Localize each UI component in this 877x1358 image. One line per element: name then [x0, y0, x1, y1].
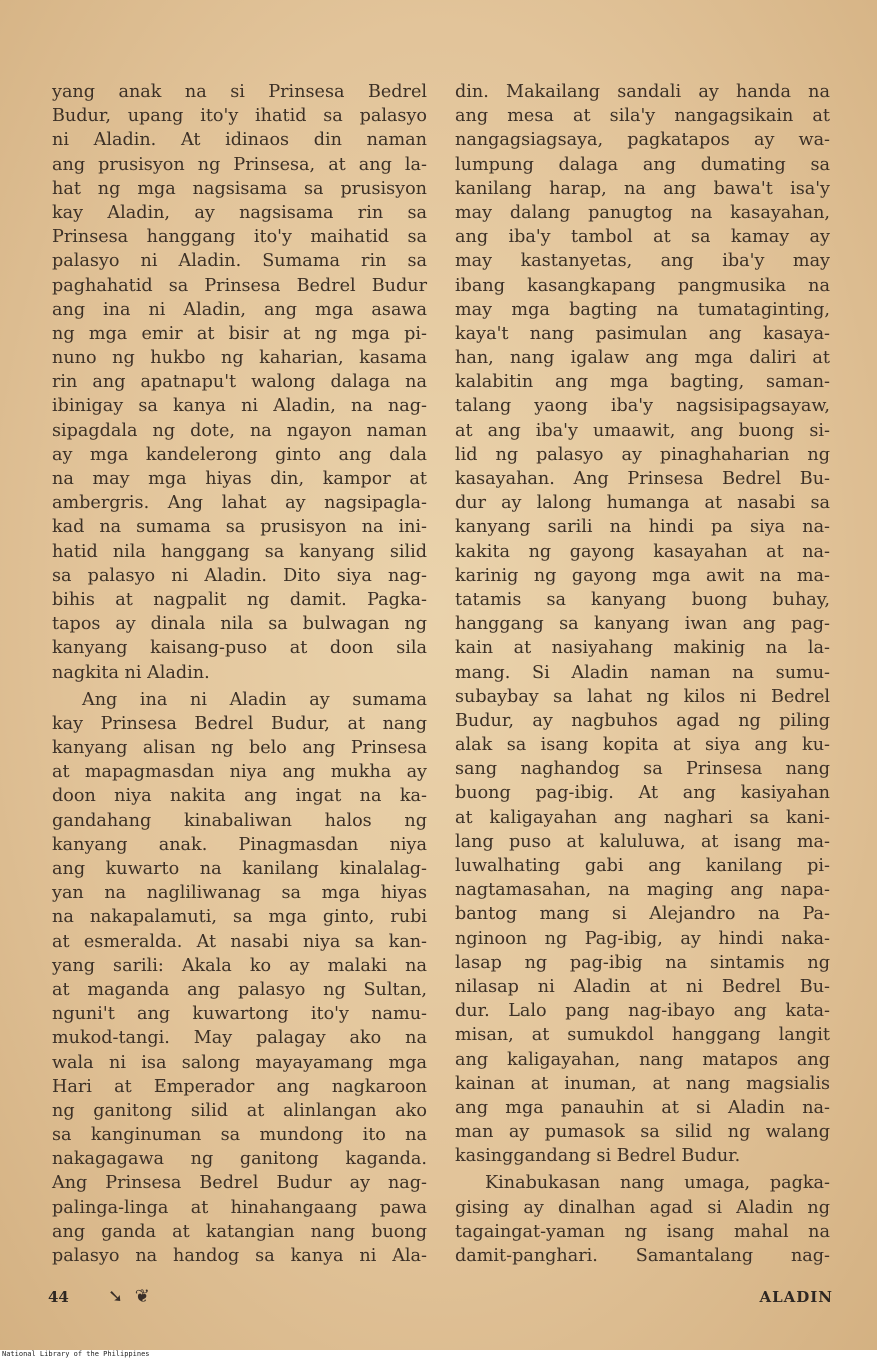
text-line: wala ni isa salong mayayamang mga — [52, 1052, 427, 1073]
text-line: palasyo ni Aladin. Sumama rin sa — [52, 251, 427, 272]
library-credit: National Library of the Philippines — [2, 1350, 150, 1358]
text-line: gising ay dinalhan agad si Aladin ng — [455, 1197, 830, 1218]
text-line: bihis at nagpalit ng damit. Pagka- — [52, 589, 427, 610]
text-line: kasayahan. Ang Prinsesa Bedrel Bu- — [455, 469, 830, 489]
text-line: Budur, ay nagbuhos agad ng piling — [455, 710, 830, 731]
text-line: at esmeralda. At nasabi niya sa kan- — [52, 931, 427, 952]
text-line: ang ganda at katangian nang buong — [52, 1221, 427, 1242]
text-line: nagtamasahan, na maging ang napa- — [455, 880, 830, 901]
text-line: nangagsiagsaya, pagkatapos ay wa- — [455, 130, 830, 151]
text-line: ni Aladin. At idinaos din naman — [52, 130, 427, 151]
text-line: na may mga hiyas din, kampor at — [52, 469, 427, 489]
text-line: ibang kasangkapang pangmusika na — [455, 275, 830, 296]
text-line: karinig ng gayong mga awit na ma- — [455, 565, 830, 586]
text-line: palinga-linga at hinahangaang pawa — [52, 1197, 427, 1218]
text-line: nguni't ang kuwartong ito'y namu- — [52, 1004, 427, 1025]
text-line: talang yaong iba'y nagsisipagsayaw, — [455, 396, 830, 417]
text-line: dur ay lalong humanga at nasabi sa — [455, 493, 830, 514]
text-line: kad na sumama sa prusisyon na ini- — [52, 517, 427, 538]
left-text-column — [52, 80, 427, 1268]
text-line: kanyang anak. Pinagmasdan niya — [52, 834, 427, 855]
paragraph — [455, 1171, 830, 1268]
text-line: kanyang sarili na hindi pa siya na- — [455, 517, 830, 538]
text-line: ibinigay sa kanya ni Aladin, na nag- — [52, 396, 427, 417]
text-line: tatamis sa kanyang buong buhay, — [455, 589, 830, 610]
text-line: han, nang igalaw ang mga daliri at — [455, 348, 830, 369]
text-line: mang. Si Aladin naman na sumu- — [455, 662, 830, 683]
text-line: rin ang apatnapu't walong dalaga na — [52, 372, 427, 393]
text-line: palasyo na handog sa kanya ni Ala- — [52, 1246, 427, 1266]
text-line: damit-panghari. Samantalang nag- — [455, 1246, 830, 1266]
page-number: 44 — [48, 1288, 69, 1306]
text-line: ng ganitong silid at alinlangan ako — [52, 1100, 427, 1121]
ornament-icon: ➘ ❦ — [108, 1286, 153, 1307]
text-line: hanggang sa kanyang iwan ang pag- — [455, 614, 830, 635]
text-line: mukod-tangi. May palagay ako na — [52, 1028, 427, 1049]
text-line: bantog mang si Alejandro na Pa- — [455, 904, 830, 925]
text-line: ang prusisyon ng Prinsesa, at ang la- — [52, 154, 427, 175]
text-line: doon niya nakita ang ingat na ka- — [52, 786, 427, 807]
paragraph — [52, 80, 427, 685]
text-line: kasinggandang si Bedrel Budur. — [455, 1146, 741, 1167]
text-line: din. Makailang sandali ay handa na — [455, 82, 830, 102]
text-line: lumpung dalaga ang dumating sa — [455, 154, 830, 175]
text-line: paghahatid sa Prinsesa Bedrel Budur — [52, 275, 427, 296]
text-line: ang kaligayahan, nang matapos ang — [455, 1049, 830, 1070]
text-line: na nakapalamuti, sa mga ginto, rubi — [52, 907, 427, 928]
right-text-column — [455, 80, 830, 1268]
text-line: may kastanyetas, ang iba'y may — [455, 251, 830, 272]
text-line: Ang Prinsesa Bedrel Budur ay nag- — [52, 1173, 427, 1194]
text-line: kakita ng gayong kasayahan at na- — [455, 541, 830, 562]
text-line: alak sa isang kopita at siya ang ku- — [455, 735, 830, 756]
text-line: kain at nasiyahang makinig na la- — [455, 638, 830, 659]
text-line: at mapagmasdan niya ang mukha ay — [52, 762, 427, 783]
text-line: lang puso at kaluluwa, at isang ma- — [455, 831, 830, 852]
text-line: dur. Lalo pang nag-ibayo ang kata- — [455, 1001, 830, 1022]
text-line: tapos ay dinala nila sa bulwagan ng — [52, 614, 427, 635]
paragraph — [455, 80, 830, 1168]
text-line: may dalang panugtog na kasayahan, — [455, 202, 830, 223]
text-line: ang kuwarto na kanilang kinalalag- — [52, 859, 427, 879]
text-line: ng mga emir at bisir at ng mga pi- — [52, 323, 427, 344]
text-line: lid ng palasyo ay pinaghaharian ng — [455, 444, 830, 465]
text-line: at ang iba'y umaawit, ang buong si- — [455, 420, 830, 441]
text-line: sa kanginuman sa mundong ito na — [52, 1125, 427, 1146]
text-line: Hari at Emperador ang nagkaroon — [52, 1076, 427, 1097]
text-line: nakagagawa ng ganitong kaganda. — [52, 1149, 427, 1170]
text-line: sa palasyo ni Aladin. Dito siya nag- — [52, 565, 427, 586]
text-line: kanyang alisan ng belo ang Prinsesa — [52, 738, 427, 759]
text-line: at maganda ang palasyo ng Sultan, — [52, 979, 427, 1000]
text-line: ang iba'y tambol at sa kamay ay — [455, 227, 830, 248]
text-line: nagkita ni Aladin. — [52, 662, 210, 683]
text-line: gandahang kinabaliwan halos ng — [52, 810, 427, 831]
running-footer-title: ALADIN — [759, 1288, 833, 1306]
text-line: nilasap ni Aladin at ni Bedrel Bu- — [455, 976, 830, 997]
text-line: kainan at inuman, at nang magsialis — [455, 1073, 830, 1094]
text-line: sang naghandog sa Prinsesa nang — [455, 759, 830, 780]
text-line: ay mga kandelerong ginto ang dala — [52, 444, 427, 465]
text-line: kay Prinsesa Bedrel Budur, at nang — [52, 713, 427, 734]
text-line: kay Aladin, ay nagsisama rin sa — [52, 202, 427, 223]
text-line: ang ina ni Aladin, ang mga asawa — [52, 299, 427, 320]
text-line: Kinabukasan nang umaga, pagka- — [485, 1173, 830, 1194]
text-line: nginoon ng Pag-ibig, ay hindi naka- — [455, 928, 830, 949]
text-line: yang anak na si Prinsesa Bedrel — [52, 82, 427, 102]
text-line: buong pag-ibig. At ang kasiyahan — [455, 783, 830, 804]
text-line: luwalhating gabi ang kanilang pi- — [455, 856, 830, 876]
text-line: ang mesa at sila'y nangagsikain at — [455, 106, 830, 127]
paragraph — [52, 688, 427, 1269]
text-line: subaybay sa lahat ng kilos ni Bedrel — [455, 686, 830, 707]
text-line: at kaligayahan ang naghari sa kani- — [455, 807, 830, 828]
text-line: kaya't nang pasimulan ang kasaya- — [455, 323, 830, 344]
text-line: man ay pumasok sa silid ng walang — [455, 1122, 830, 1143]
text-line: yang sarili: Akala ko ay malaki na — [52, 955, 427, 976]
text-line: hatid nila hanggang sa kanyang silid — [52, 541, 427, 562]
text-line: misan, at sumukdol hanggang langit — [455, 1025, 830, 1046]
text-line: yan na nagliliwanag sa mga hiyas — [52, 883, 427, 904]
text-line: hat ng mga nagsisama sa prusisyon — [52, 178, 427, 199]
text-line: lasap ng pag-ibig na sintamis ng — [455, 952, 830, 973]
text-line: may mga bagting na tumataginting, — [455, 299, 830, 320]
text-line: sipagdala ng dote, na ngayon naman — [52, 420, 427, 441]
text-line: kalabitin ang mga bagting, saman- — [455, 372, 830, 393]
text-line: kanilang harap, na ang bawa't isa'y — [455, 178, 830, 199]
text-line: ang mga panauhin at si Aladin na- — [455, 1097, 830, 1118]
text-line: kanyang kaisang-puso at doon sila — [52, 638, 427, 659]
text-line: Prinsesa hanggang ito'y maihatid sa — [52, 227, 427, 248]
text-line: tagaingat-yaman ng isang mahal na — [455, 1221, 830, 1242]
text-line: Ang ina ni Aladin ay sumama — [82, 689, 427, 710]
text-line: nuno ng hukbo ng kaharian, kasama — [52, 348, 427, 369]
text-line: Budur, upang ito'y ihatid sa palasyo — [52, 106, 427, 127]
text-line: ambergris. Ang lahat ay nagsipagla- — [52, 493, 427, 514]
